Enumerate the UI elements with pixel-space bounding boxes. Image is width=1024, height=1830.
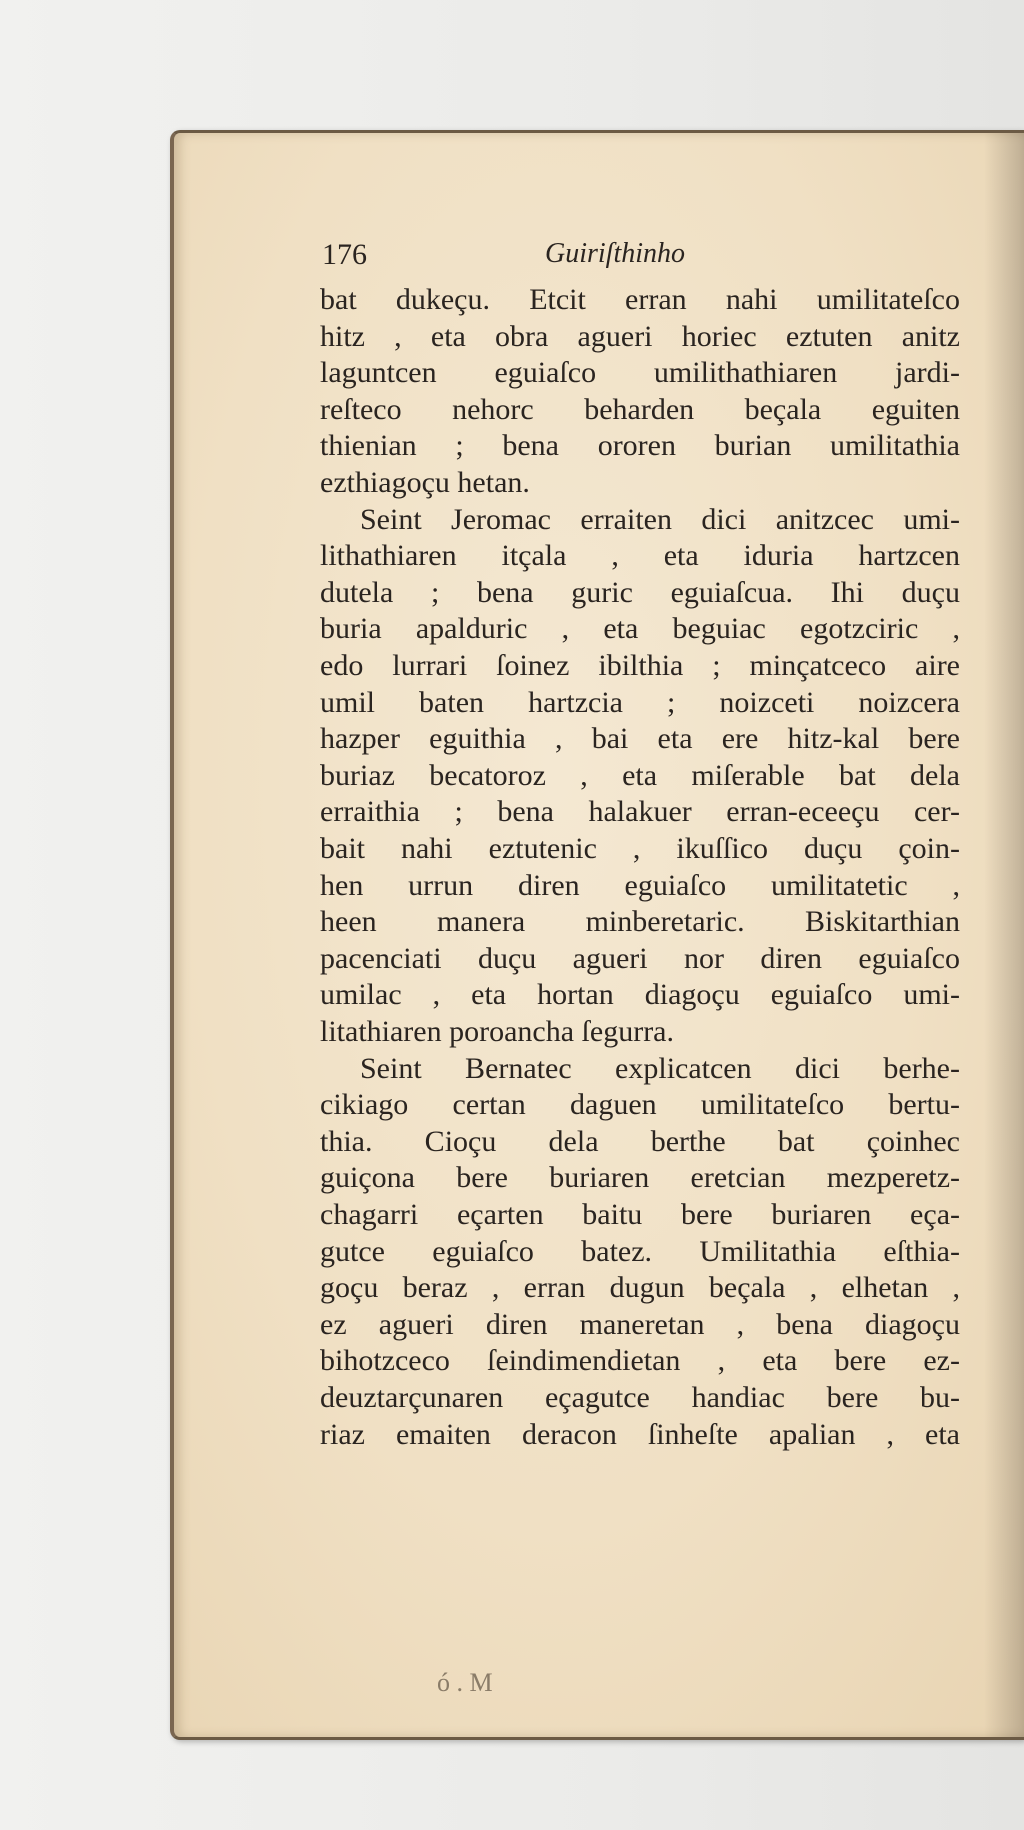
text-line: thia. Cioçu dela berthe bat çoinhec — [320, 1124, 960, 1158]
text-line: chagarri eçarten baitu bere buriaren eça- — [320, 1198, 960, 1231]
page-number: 176 — [322, 238, 367, 271]
text-line: hitz , eta obra agueri horiec eztuten anitz — [320, 319, 960, 353]
text-line: thienian ; bena ororen burian umilitathia — [320, 429, 960, 463]
text-line: umil baten hartzcia ; noizceti noizcera — [320, 685, 960, 719]
text-line: edo lurrari ſoinez ibilthia ; minçatceco aire — [320, 649, 960, 682]
text-line: cikiago certan daguen umilitateſco bertu- — [320, 1088, 960, 1122]
text-line: goçu beraz , erran dugun beçala , elhetan , — [320, 1271, 960, 1305]
text-line: buriaz becatoroz , eta miſerable bat dela — [320, 758, 960, 792]
text-line: bihotzceco ſeindimendietan , eta bere ez- — [320, 1344, 960, 1378]
text-line: reſteco nehorc beharden beçala eguiten — [320, 392, 960, 426]
text-line: umilac , eta hortan diagoçu eguiaſco umi- — [320, 978, 960, 1012]
page-edge-shadow — [984, 133, 1024, 1737]
text-line: hen urrun diren eguiaſco umilitatetic , — [320, 868, 960, 902]
running-head-title: Guiriſthinho — [545, 238, 686, 269]
text-line: litathiaren poroancha ſegurra. — [320, 1015, 674, 1048]
text-line: riaz emaiten deracon ſinheſte apalian , eta — [320, 1417, 960, 1451]
text-line: heen manera minberetaric. Biskitarthian — [320, 905, 960, 939]
text-line: bat dukeçu. Etcit erran nahi umilitateſco — [320, 283, 960, 316]
text-line: pacenciati duçu agueri nor diren eguiaſco — [320, 941, 960, 975]
text-line: ezthiagoçu hetan. — [320, 466, 530, 499]
text-line: bait nahi eztutenic , ikuſſico duçu çoin- — [320, 832, 960, 865]
text-line: erraithia ; bena halakuer erran-eceeçu cer- — [320, 795, 960, 829]
text-line: gutce eguiaſco batez. Umilitathia eſthia- — [320, 1234, 960, 1268]
text-line: ez agueri diren maneretan , bena diagoçu — [320, 1307, 960, 1341]
catchword: ó . M — [437, 1668, 493, 1697]
text-line: guiçona bere buriaren eretcian mezperetz- — [320, 1161, 960, 1195]
text-line: lithathiaren itçala , eta iduria hartzcen — [320, 539, 960, 573]
text-line: laguntcen eguiaſco umilithathiaren jardi- — [320, 356, 960, 390]
text-line: hazper eguithia , bai eta ere hitz-kal bere — [320, 722, 960, 756]
text-line: Seint Bernatec explicatcen dici berhe- — [360, 1051, 960, 1085]
text-line: Seint Jeromac erraiten dici anitzcec umi- — [360, 502, 960, 536]
text-line: deuztarçunaren eçagutce handiac bere bu- — [320, 1381, 960, 1414]
text-line: dutela ; bena guric eguiaſcua. Ihi duçu — [320, 575, 960, 609]
text-line: buria apalduric , eta beguiac egotzciric , — [320, 612, 960, 646]
